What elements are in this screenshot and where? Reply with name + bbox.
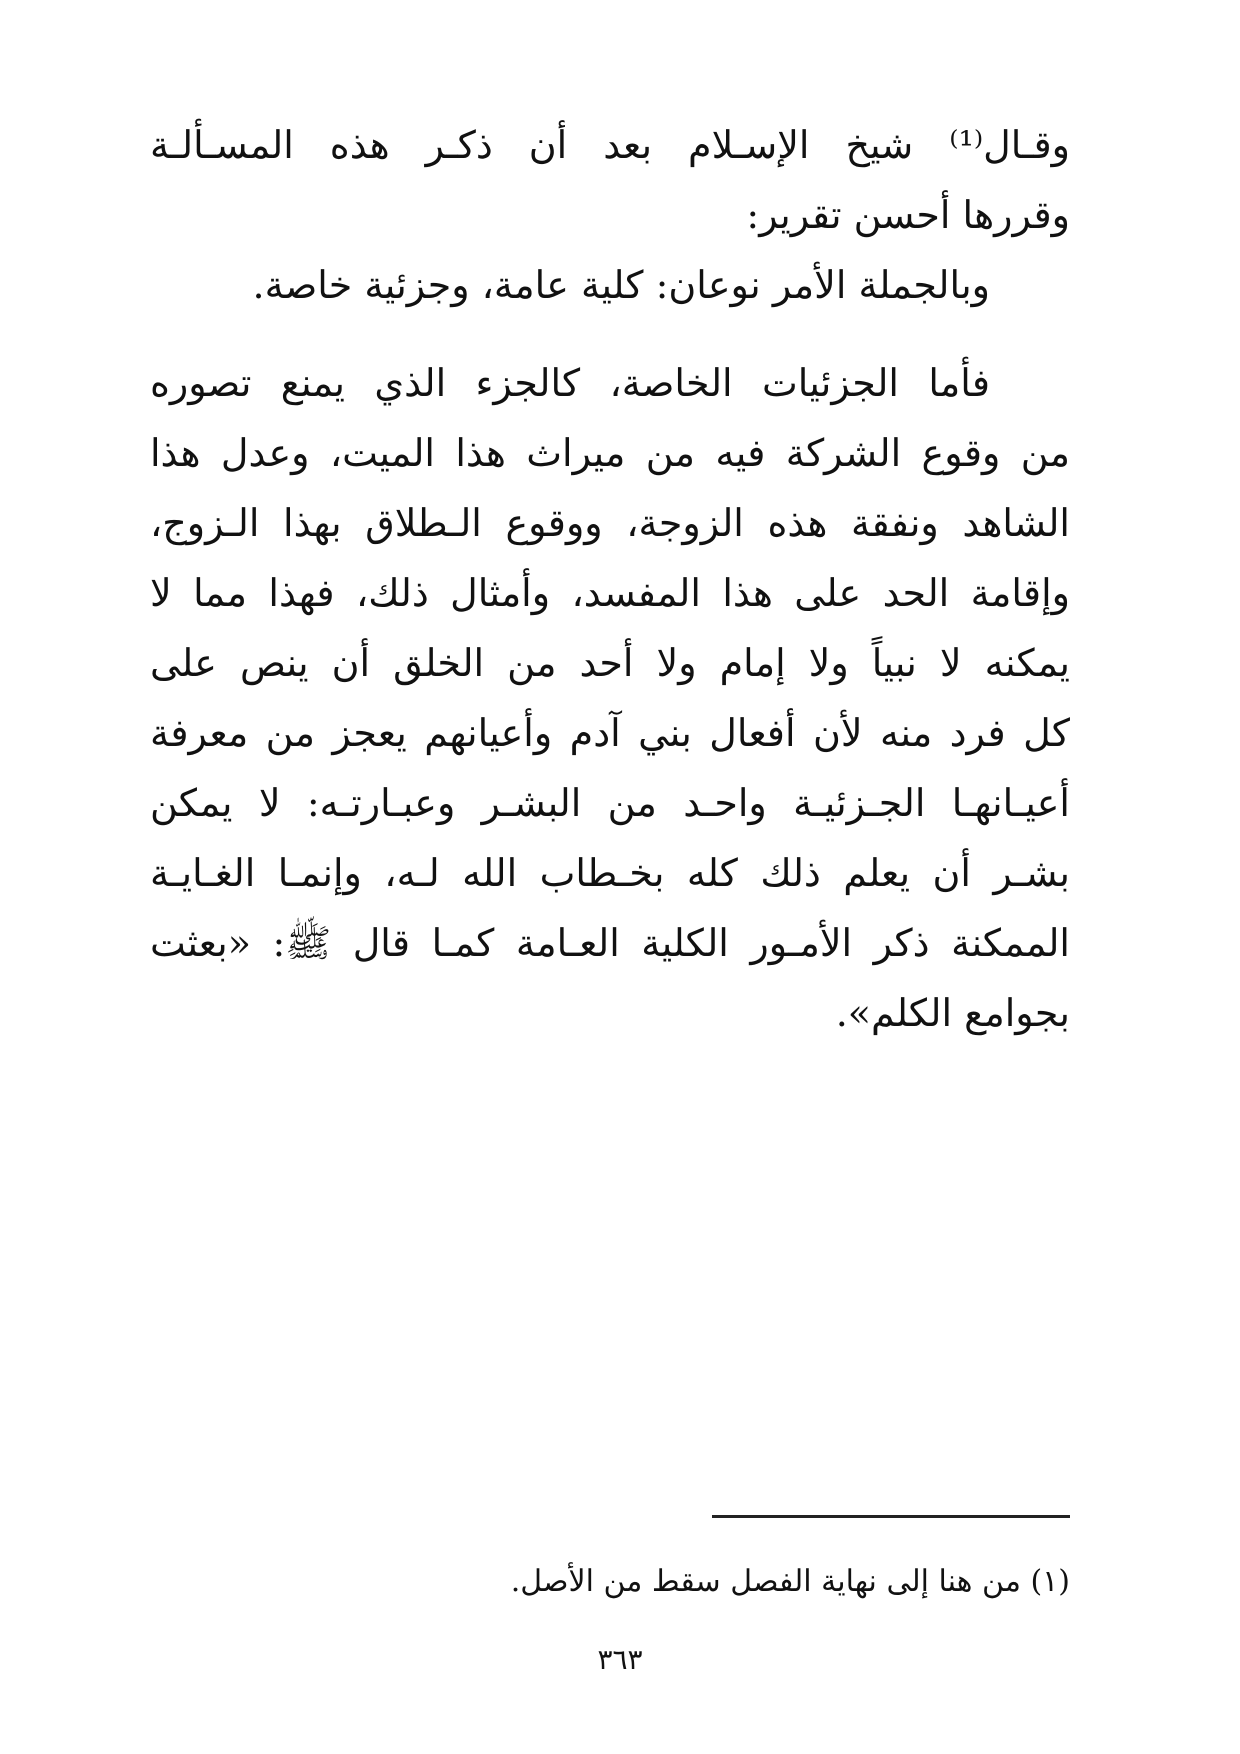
main-paragraph-line: يمكنه لا نبياً ولا إمام ولا أحد من الخلق أن ينص على <box>150 641 1070 685</box>
main-paragraph-line: كل فرد منه لأن أفعال بني آدم وأعيانهم يعجز من معرفة <box>150 711 1070 755</box>
main-paragraph-line: من وقوع الشركة فيه من ميراث هذا الميت، وعدل هذا <box>150 431 1070 475</box>
summary-paragraph: وبالجملة الأمر نوعان: كلية عامة، وجزئية خاصة. <box>252 263 990 307</box>
main-paragraph-line: بشـر أن يعلم ذلك كله بخـطاب الله لـه، وإنمـا الغـايـة <box>150 851 1070 895</box>
intro-line-1: وقـال⁽¹⁾ شيخ الإسـلام بعد أن ذكـر هذه المسـألـة <box>150 123 1070 167</box>
main-paragraph-line: الشاهد ونفقة هذه الزوجة، ووقوع الـطلاق بهذا الـزوج، <box>150 501 1070 545</box>
main-text <box>150 110 1070 1048</box>
page-number: ٣٦٣ <box>597 1643 643 1676</box>
footnote: (١) من هنا إلى نهاية الفصل سقط من الأصل. <box>510 1564 1070 1599</box>
main-paragraph-line: بجوامع الكلم». <box>835 991 1070 1035</box>
intro-line-2: وقررها أحسن تقرير: <box>746 193 1070 237</box>
main-paragraph-line: أعيـانهـا الجـزئيـة واحـد من البشـر وعبـارتـه: لا يمكن <box>150 781 1070 825</box>
paragraph-gap <box>150 320 1070 348</box>
footnote-divider <box>712 1515 1070 1518</box>
main-paragraph-line: فأما الجزئيات الخاصة، كالجزء الذي يمنع تصوره <box>150 361 990 405</box>
main-paragraph-line: وإقامة الحد على هذا المفسد، وأمثال ذلك، فهذا مما لا <box>150 571 1070 615</box>
main-paragraph-line: الممكنة ذكر الأمـور الكلية العـامة كمـا قال ﷺ: «بعثت <box>150 921 1070 965</box>
